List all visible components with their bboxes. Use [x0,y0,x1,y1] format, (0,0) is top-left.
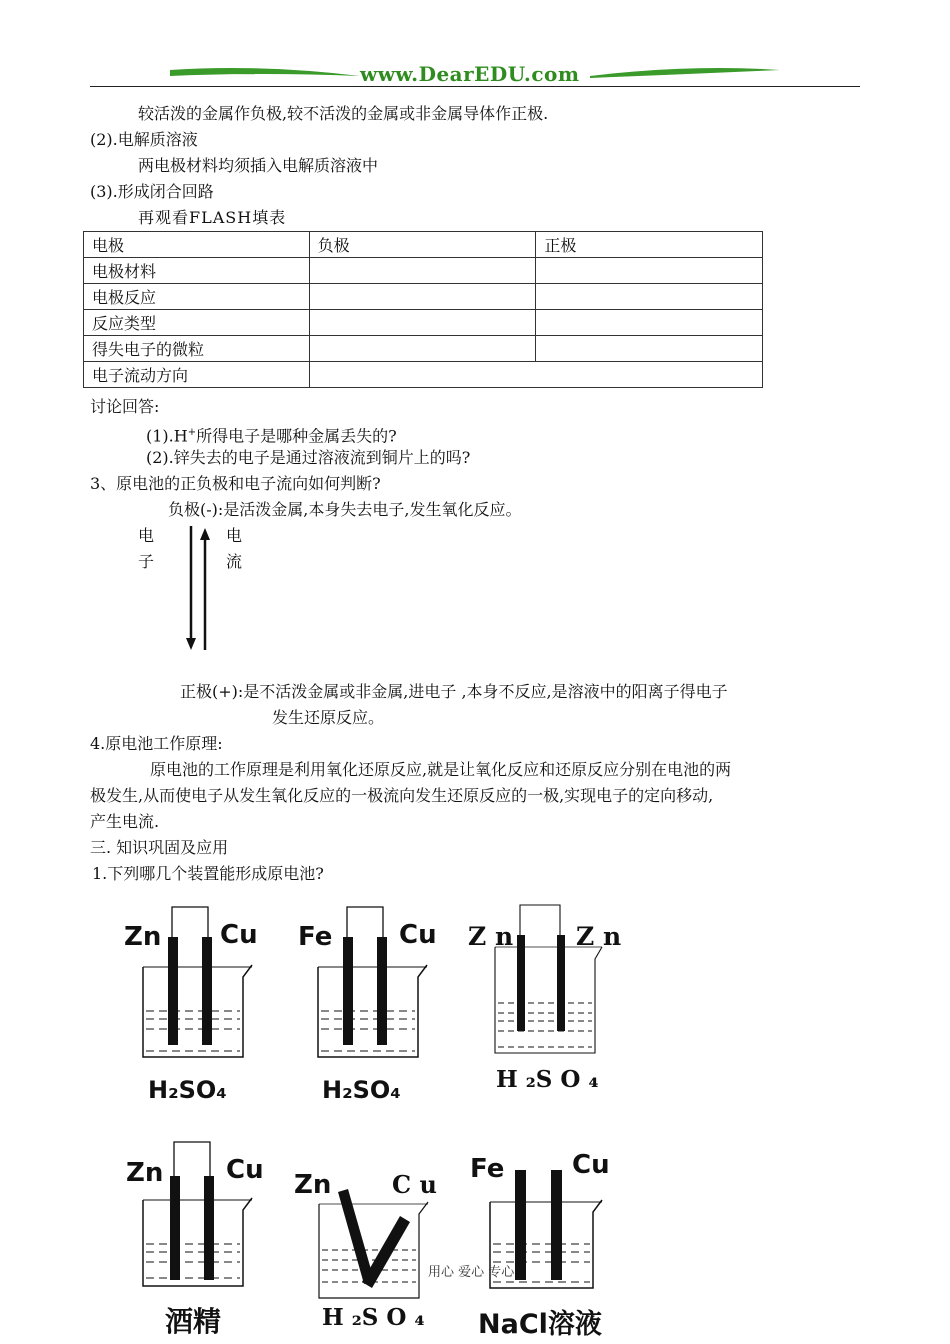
table-cell-empty [309,258,536,284]
electrode-label: Cu [226,1155,264,1185]
site-url[interactable]: www.DearEDU.com [360,62,580,86]
question-2: (2).锌失去的电子是通过溶液流到铜片上的吗? [146,448,471,467]
electrode-label: Z n [576,922,622,951]
electrode-label: Zn [294,1170,332,1200]
electrode-label: Fe [298,922,333,952]
footer-note: 用心 爱心 专心 [428,1265,515,1280]
flow-arrows-icon [180,524,216,654]
table-row [84,310,763,336]
site-header [90,62,860,90]
subheading: (2).电解质溶液 [90,130,198,149]
text-line: 再观看FLASH填表 [138,208,287,227]
electrode-label: Zn [126,1158,164,1188]
section-three-title: 三. 知识巩固及应用 [90,838,229,857]
electrode-label: Z n [468,922,514,951]
electrode-label: Cu [220,920,258,950]
table-row [84,362,763,388]
principle-line: 产生电流. [90,812,160,831]
table-header-cell: 电极 [84,232,310,258]
electron-label-1: 电 [138,526,155,545]
negative-electrode-text: 负极(-):是活泼金属,本身失去电子,发生氧化反应。 [168,500,522,519]
table-cell-empty [309,284,536,310]
q1-rest: 所得电子是哪种金属丢失的? [196,426,397,446]
solution-label: 酒精 [165,1305,222,1338]
solution-label: H ₂S O ₄ [322,1304,425,1331]
subheading: (3).形成闭合回路 [90,182,214,201]
text-line: 两电极材料均须插入电解质溶液中 [138,156,379,175]
table-row-label: 电极材料 [84,258,310,284]
electrode-label: Zn [124,922,162,952]
table-row-label: 得失电子的微粒 [84,336,310,362]
electrode-label: Fe [470,1154,505,1184]
q1-prefix: (1).H [146,426,188,446]
text-line: 较活泼的金属作负极,较不活泼的金属或非金属导体作正极. [138,104,549,123]
solution-label: H ₂S O ₄ [496,1066,599,1093]
table-header-row [84,232,763,258]
q1-sup: + [187,427,197,438]
table-cell-empty [309,310,536,336]
solution-label: H₂SO₄ [322,1076,401,1104]
table-cell-empty [536,310,763,336]
table-header-cell: 正极 [536,232,763,258]
table-row [84,336,763,362]
electrode-label: C u [392,1170,437,1199]
table-row [84,258,763,284]
solution-label: H₂SO₄ [148,1076,227,1104]
table-row-label: 反应类型 [84,310,310,336]
principle-line: 原电池的工作原理是利用氧化还原反应,就是让氧化反应和还原反应分别在电池的两 [150,760,732,779]
section-3-title: 3、原电池的正负极和电子流向如何判断? [90,474,381,493]
section-4-title: 4.原电池工作原理: [90,734,223,753]
table-cell-empty [309,336,536,362]
positive-electrode-text-2: 发生还原反应。 [272,708,385,727]
current-label-1: 电 [226,526,243,545]
current-label-2: 流 [226,552,243,571]
table-row [84,284,763,310]
table-header-cell: 负极 [309,232,536,258]
principle-line: 极发生,从而使电子从发生氧化反应的一极流向发生还原反应的一极,实现电子的定向移动, [90,786,714,805]
electrode-label: Cu [399,920,437,950]
discussion-title: 讨论回答: [90,397,160,416]
table-cell-empty [536,336,763,362]
table-cell-empty [309,362,762,388]
electron-label-2: 子 [138,552,155,571]
exercise-question: 1.下列哪几个装置能形成原电池? [92,864,324,883]
electrode-label: Cu [572,1150,610,1180]
solution-label: NaCl溶液 [478,1309,602,1340]
table-cell-empty [536,258,763,284]
header-rule [90,86,860,87]
electrode-table [83,231,763,388]
table-row-label: 电极反应 [84,284,310,310]
table-cell-empty [536,284,763,310]
positive-electrode-text: 正极(+):是不活泼金属或非金属,进电子 ,本身不反应,是溶液中的阳离子得电子 [180,682,728,701]
table-row-label: 电子流动方向 [84,362,310,388]
